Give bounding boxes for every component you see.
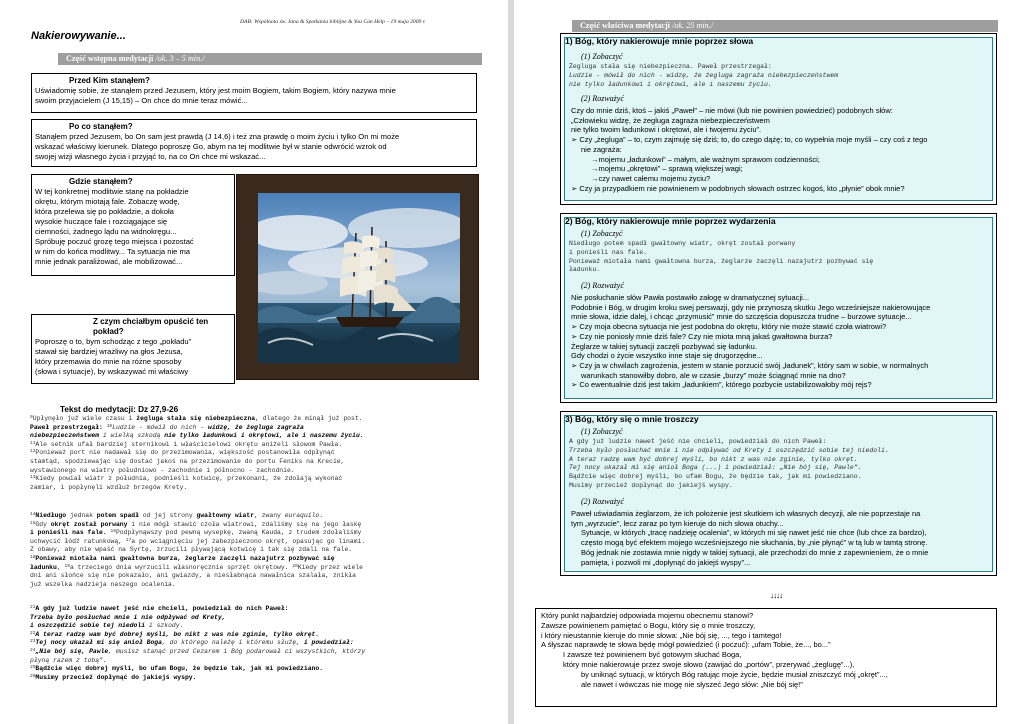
question-box-why: [31, 119, 477, 167]
intro-bar-duration: /ok. 3 – 5 min./: [155, 54, 205, 63]
question-text: który przemawia do mnie na różne sposoby: [35, 357, 182, 366]
scripture-block-2: [30, 512, 475, 589]
question-text: wskazać właściwy kierunek. Dlatego poproszę Go, abym na tej modlitwie był w stanie odwrócić wzrok od: [35, 142, 387, 151]
question-heading: Z czym chciałbym opuścić ten pokład?: [93, 317, 209, 336]
question-text: mnie jednak paraliżować, ale mobilizować...: [35, 257, 183, 266]
subheading-reflect: (2) Rozważyć: [581, 94, 624, 103]
reflection-line: Nie posłuchanie słów Pawła postawiło załogę w dramatycznej sytuacji...: [571, 293, 810, 302]
intro-bar-label: Część wstępna medytacji: [66, 54, 154, 63]
question-text: ciemności, żadnego lądu na widnokręgu...: [35, 227, 177, 236]
reflection-line: →czy nawet całemu mojemu życiu?: [591, 173, 711, 183]
question-text: swoim przyjacielem (J 15,15) – On chce do mnie teraz mówić...: [35, 96, 248, 105]
scripture-line: wystawionego na wiatry południowo - zachodnie i północno - zachodnie.: [30, 466, 295, 474]
scripture-line: $^{14}$Niedługo jednak potem spadł od jej strony gwałtowny wiatr, zwany euraquilo.: [30, 512, 324, 519]
reflection-line: Paweł uświadamia żeglarzom, że ich położenie jest skutkiem ich własnych decyzji, ale nie poprzestaje na: [571, 509, 921, 518]
reflection-line: ➢ Czy ja przypadkiem nie powinienem w podobnych słowach ostrzec kogoś, kto „płynie” obok mnie?: [571, 183, 905, 193]
scripture-line: dni ani słońce się nie pokazało, ani gwiazdy, a niesłabnąca nawałnica szalała, znikła: [30, 572, 356, 580]
reflection-lines: [561, 509, 928, 567]
question-text: Spróbuję poczuć grozę tego miejsca i pozostać: [35, 237, 194, 246]
reflection-line: „Człowieku widzę, że żegluga zagraża niebezpieczeństwem: [571, 115, 770, 125]
closing-line: Zawsze powinienem pamiętać o Bogu, który się o mnie troszczy,: [541, 620, 756, 630]
closing-line: A śłyszac naprawdę te słowa będę mógł powiedzieć (i poczuć): „ufam Tobie, że..., bo...”: [541, 640, 831, 650]
question-box-leave-deck: [31, 314, 235, 384]
reflection-line: Czy do mnie dziś, ktoś – jakiś „Paweł” – nie mówi (lub nie powinien powiedzieć) podobnych słów:: [571, 106, 893, 115]
question-text: wysokie huczące fale i rozciągające się: [35, 217, 168, 226]
sailing-ship-painting: [236, 174, 479, 380]
scripture-line: i oszczędzić sobie tej niedoli i szkody.: [30, 622, 184, 630]
question-box-where: [31, 174, 235, 276]
question-text: która przelewa się po pokładzie, a dokoła: [35, 207, 174, 216]
reflection-line: Bóg jednak nie zostawia mnie nigdy w takiej sytuacji, ale przechodzi do mnie z zapewnieniem, że o mnie: [581, 547, 929, 557]
left-page: [0, 0, 508, 724]
main-section-bar: [572, 20, 998, 32]
scripture-line: $^{25}$Bądźcie więc dobrej myśli, bo ufam Bogu, że będzie tak, jak mi powiedziano.: [30, 665, 324, 673]
reflection-line: mnie słowa, idzie dalej, i chcąc „przymusić” mnie do szczęścia dopuszcza trudne – burzowe sytuacje...: [571, 312, 912, 322]
scripture-line: $^{12}$Ponieważ port nie nadawał się do przezimowania, większość postanowiła odpłynąć: [30, 449, 335, 457]
question-box-before-whom: [31, 73, 477, 113]
reflection-line: ➢ Czy moja obecna sytuacja nie jest podobna do okrętu, który nie może stawić czoła wiatrowi?: [571, 322, 887, 332]
reflection-line: ➢ Co ewentualnie dziś jest takim „ładunkiem”, którego pozbycie ustabilizowałoby mój rejs?: [571, 380, 872, 390]
question-text: Poproszę o to, bym schodząc z tego „pokładu”: [35, 337, 192, 346]
reflection-line: Gdy chodzi o życie wszystko inne staje się drugorzędne...: [571, 351, 763, 361]
point-title: 1) Bóg, który nakierowuje mnie poprzez słowa: [565, 36, 754, 46]
scripture-line: niebezpieczeństwem i wielką szkodą nie tylko ładunkowi i okrętowi, ale i naszemu życiu.: [30, 432, 364, 440]
question-heading: Po co stanąłem?: [69, 122, 133, 131]
reflection-line: →mojemu „okrętowi” – sprawą większej wagi;: [591, 164, 743, 174]
question-heading: Gdzie stanąłem?: [69, 177, 133, 186]
reflection-line: pamięta, i pozwoli mi „dopłynąć do jakiejś wyspy”...: [581, 557, 751, 567]
scripture-line: $^{23}$Tej nocy ukazał mi się anioł Boga, do którego należę i któremu służę, i powiedział:: [30, 639, 354, 647]
reflection-lines: [561, 106, 927, 193]
question-text: stawał się bardziej wrażliwy na głos Jezusa,: [35, 347, 183, 356]
reflection-line: ➢ Czy nie poniosły mnie dziś fale? Czy nie miota mną jakaś gwałtowna burza?: [571, 331, 833, 341]
reflection-line: Sytuacje, w których „tracę nadzieję ocalenia”, w których mi się nawet jeść nie chce (lub chce za bardzo),: [581, 528, 927, 538]
scripture-excerpt: Niedługo potem spadł gwałtowny wiatr, okręt został porwany i ponieśli nas fale. Ponieważ miotała nami gwałtowna burza, żeglarze zaczęli nazajutrz pozbywać się ładunku.: [569, 240, 874, 274]
question-text: w nim do końca modlitwy... Ta sytuacja nie ma: [35, 247, 191, 256]
question-text: okrętu, którym miotają fale. Zobaczę wodę,: [35, 197, 180, 206]
scripture-line: płyną razem z tobą”.: [30, 656, 107, 664]
scripture-line: $^{11}$Ale setnik ufał bardziej sternikowi i właścicielowi okrętu aniżeli słowom Pawła.: [30, 440, 343, 448]
closing-line: I zawsze też powinienem być gotowym słuchać Boga,: [563, 650, 742, 660]
closing-line: ale nawet i wówczas nie mogę nie słyszeć Jego słów: „Nie bój się!”: [581, 679, 803, 689]
question-text: Stanąłem przed Jezusem, bo On sam jest prawdą (J 14,6) i też zna prawdę o moim życiu i tylko On mi może: [35, 132, 400, 141]
subheading-see: (1) Zobaczyć: [581, 229, 623, 238]
scripture-line: stamtąd, spodziewając się dostać jakoś na przezimowanie do portu Feniks na Krecie,: [30, 457, 345, 465]
scripture-line: już wszelka nadzieja naszego ocalenia.: [30, 580, 176, 588]
main-bar-duration: /ok. 25 min./: [672, 21, 714, 30]
down-arrows-icon: ↓↓↓↓: [770, 591, 782, 600]
scripture-line: $^{13}$Kiedy powiał wiatr z południa, podnieśli kotwicę, przekonani, że zdołają wykonać: [30, 475, 343, 483]
question-text: Uświadomię sobie, że stanąłem przed Jezusem, który jest moim Bogiem, takim Bogiem, który nazywa mnie: [35, 86, 396, 95]
question-heading: Przed Kim stanąłem?: [69, 76, 150, 85]
closing-line: który mnie nakierowuje przez swoje słowo (zawijać do „portów”, przerywać „żeglugę”...),: [563, 659, 855, 669]
closing-line: by uniknąć sytuacji, w których Bóg ratując moje życie, będzie musiał zniszczyć mój „okręt”...,: [581, 669, 888, 679]
scripture-block-1: [30, 415, 475, 492]
closing-reflection-box: [535, 608, 997, 707]
reflection-line: tym „wyrzucie”, lecz zaraz po tym kieruje do nich słowa otuchy...: [571, 518, 784, 528]
reflection-line: Żeglarze w takiej sytuacji zaczęli pozbywać się ładunku.: [571, 341, 757, 351]
question-text: (słowa i sytuacje), by wskazywać mi właściwy: [35, 367, 189, 376]
subheading-reflect: (2) Rozważyć: [581, 281, 624, 290]
subheading-see: (1) Zobaczyć: [581, 52, 623, 61]
subheading-see: (1) Zobaczyć: [581, 427, 623, 436]
main-bar-label: Część właściwa medytacji: [580, 21, 671, 30]
reflection-line: często mogą być efektem mojego wcześniejszego nie słuchania, by „nie płynąć” w tą lub w tamtą stronę.: [581, 538, 928, 548]
scripture-line: $^{21}$A gdy już ludzie nawet jeść nie chcieli, powiedział do nich Paweł:: [30, 605, 289, 612]
scripture-line: $^9$Upłynęło już wiele czasu i żegluga stała się niebezpieczna, dlatego że minął już post.: [30, 415, 363, 422]
scripture-line: Z obawy, aby nie wpaść na Syrtę, zrzucili pływającą kotwicę i tak się zdali na fale.: [30, 546, 353, 554]
reflection-line: warunkach stanowiłby dobro, ale w czasie „burzy” może ściągnąć mnie na dno?: [581, 370, 846, 380]
meditation-point-1: [560, 33, 997, 205]
scripture-line: Trzeba było posłuchać mnie i nie odpływać od Krety,: [30, 613, 226, 621]
reflection-line: ➢ Czy ja w chwilach zagrożenia, jestem w stanie porzucić swój „ładunek”, który sam w sobie, w normalnych: [571, 360, 929, 370]
scripture-excerpt: Żegluga stała się niebezpieczna. Paweł przestrzegał: Ludzie - mówił do nich - widzę, że żegluga zagraża niebezpieczeństwem nie tylko ładunkowi i okrętowi, ale i naszemu życiu.: [569, 63, 839, 88]
closing-line: Który punkt najbardziej odpowiada mojemu obecnemu stanowi?: [541, 611, 754, 620]
reflection-line: ➢ Czy „żegluga” – to, czym zajmuję się dziś; to, do czego dążę; to, co wypełnia moje myśli – czy coś z tego: [571, 135, 928, 145]
reflection-lines: [561, 293, 930, 390]
subheading-reflect: (2) Rozważyć: [581, 497, 624, 506]
reflection-line: →mojemu „ładunkowi” – małym, ale ważnym sprawom codzienności;: [591, 154, 820, 164]
question-text: W tej konkretnej modlitwie stanę na pokładzie: [35, 187, 189, 196]
meditation-point-3: [560, 411, 997, 576]
document-title: Nakierowywanie...: [31, 30, 126, 42]
scripture-line: Paweł przestrzegał: $^{10}$Ludzie - mówił do nich - widzę, że żegluga zagraża: [30, 423, 304, 431]
reflection-line: nie tylko twoim ładunkowi i okrętowi, ale i twojemu życiu”.: [571, 125, 762, 135]
scripture-line: ładunku, $^{19}$a trzeciego dnia wyrzucili własnoręcznie sprzęt okrętowy. $^{20}$Kiedy przez wiele: [30, 563, 363, 571]
reflection-line: Podobnie i Bóg, w drugim kroku swej perswazji, gdy nie przynoszą skutku Jego wcześniejsze nakierowujące: [571, 302, 931, 312]
scripture-block-3: [30, 605, 475, 682]
ship-in-storm-image: [258, 193, 460, 363]
scripture-line: $^{24}$„Nie bój się, Pawle, musisz stanąć przed Cezarem i Bóg podarował ci wszystkich, którzy: [30, 647, 366, 655]
scripture-line: i ponieśli nas fale. $^{16}$Podpłynąwszy pod pewną wysepkę, zwaną Kauda, z trudem zdołaliśmy: [30, 529, 362, 537]
point-title: 3) Bóg, który się o mnie troszczy: [565, 414, 699, 424]
scripture-line: $^{26}$Musimy przecież dopłynąć do jakiejś wyspy.: [30, 673, 197, 681]
header-note: DAB: Wspólnota św. Jana & Spotkania biblijne & You Can Help – 19 maja 2009 r.: [240, 19, 426, 25]
intro-section-bar: [58, 53, 482, 65]
scripture-line: $^{22}$A teraz radzę wam być dobrej myśli, bo nikt z was nie zginie, tylko okręt.: [30, 630, 320, 638]
scripture-excerpt: A gdy już ludzie nawet jeść nie chcieli, powiedział do nich Paweł: Trzeba było posłuchać mnie i nie odpływać od Krety i oszczędzić sobie tej niedoli. A teraz radzę wam być dobrej myśli, bo nikt z was nie zginie, tylko okręt. Tej nocy ukazał mi się anioł Boga (...) i powiedział: „Nie bój się, Pawle”. Bądźcie więc dobrej myśli, bo ufam Bogu, że będzie tak, jak mi powiedziano. Musimy przecież dopłynąć do jakiejś wyspy.: [569, 438, 889, 489]
point-title: 2) Bóg, który nakierowuje mnie poprzez wydarzenia: [565, 216, 776, 226]
scripture-line: $^{15}$Gdy okręt został porwany i nie mógł stawić czoła wiatrowi, zdaliśmy się na jego łaskę: [30, 520, 362, 528]
question-text: swojej wizji własnego życia i przyjąć to, na co On chce mi wskazać...: [35, 152, 266, 161]
scripture-line: uchwycić łódź ratunkową, $^{17}$a po wciągnięciu jej zabezpieczono okręt, opasując go linami.: [30, 537, 366, 545]
reflection-line: nie zagraża:: [581, 144, 622, 154]
scripture-line: zamiar, i popłynęli wzdłuż brzegów Krety.: [30, 483, 188, 491]
meditation-text-title: Tekst do medytacji: Dz 27,9-26: [60, 405, 179, 414]
closing-line: i który nieustannie kieruje do mnie słowa: „Nie bój się, ..., tego i tamtego!: [541, 630, 782, 640]
scripture-line: $^{18}$Ponieważ miotała nami gwałtowna burza, żeglarze zaczęli nazajutrz pozbywać się: [30, 554, 335, 562]
meditation-point-2: [560, 213, 997, 403]
